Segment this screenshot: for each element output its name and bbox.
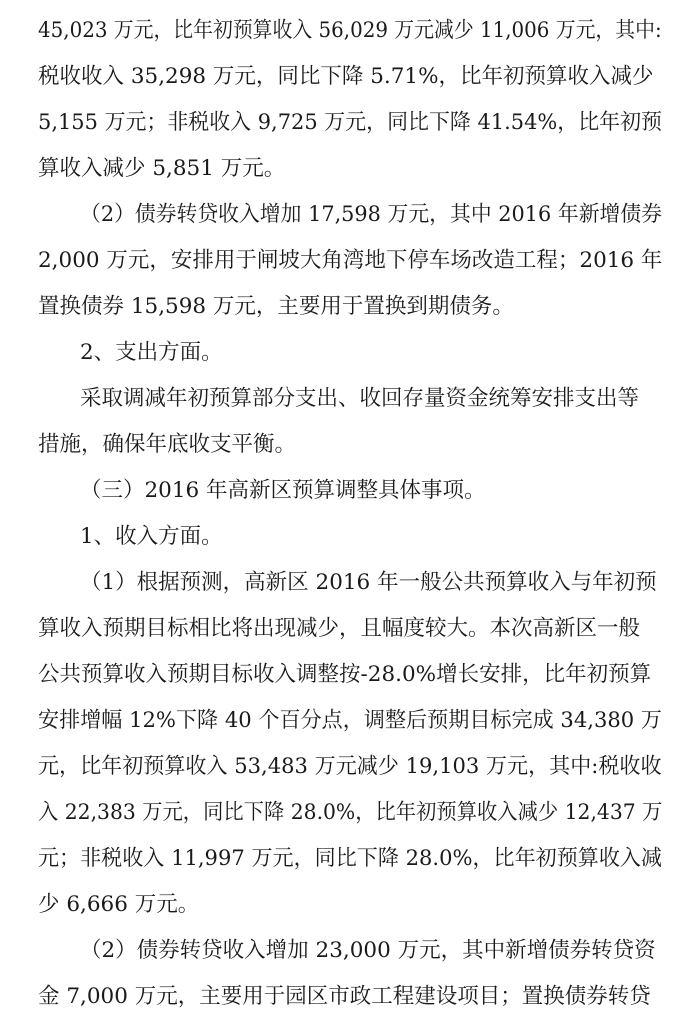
text-line: 少 6,666 万元。 xyxy=(38,892,200,917)
text-line: 算收入减少 5,851 万元。 xyxy=(38,156,286,181)
paragraph-first-line: （2）债券转贷收入增加 17,598 万元，其中 2016 年新增债券 xyxy=(80,202,662,227)
text-line: 2,000 万元，安排用于闸坡大角湾地下停车场改造工程；2016 年 xyxy=(38,248,663,273)
text-line: 金 7,000 万元，主要用于园区市政工程建设项目；置换债券转贷 xyxy=(38,984,651,1009)
text-line: 元，比年初预算收入 53,483 万元减少 19,103 万元，其中:税收收 xyxy=(38,754,662,779)
paragraph-first-line: 采取调减年初预算部分支出、收回存量资金统筹安排支出等 xyxy=(80,386,640,411)
section-heading: （三）2016 年高新区预算调整具体事项。 xyxy=(80,478,486,503)
paragraph-first-line: （1）根据预测，高新区 2016 年一般公共预算收入与年初预 xyxy=(80,570,657,595)
section-heading: 1、收入方面。 xyxy=(80,524,223,549)
text-line: 公共预算收入预期目标收入调整按-28.0%增长安排，比年初预算 xyxy=(38,662,652,687)
text-line: 元；非税收入 11,997 万元，同比下降 28.0%，比年初预算收入减 xyxy=(38,846,663,871)
text-line: 置换债券 15,598 万元，主要用于置换到期债务。 xyxy=(38,294,514,319)
text-line: 45,023 万元，比年初预算收入 56,029 万元减少 11,006 万元，其中: xyxy=(38,18,662,43)
text-line: 入 22,383 万元，同比下降 28.0%，比年初预算收入减少 12,437 万 xyxy=(38,800,663,825)
text-line: 5,155 万元；非税收入 9,725 万元，同比下降 41.54%，比年初预 xyxy=(38,110,662,135)
section-heading: 2、支出方面。 xyxy=(80,340,223,365)
paragraph-first-line: （2）债券转贷收入增加 23,000 万元，其中新增债券转贷资 xyxy=(80,938,656,963)
text-line: 安排增幅 12%下降 40 个百分点，调整后预期目标完成 34,380 万 xyxy=(38,708,663,733)
text-line: 算收入预期目标相比将出现减少，且幅度较大。本次高新区一般 xyxy=(38,616,641,641)
text-line: 税收收入 35,298 万元，同比下降 5.71%，比年初预算收入减少 xyxy=(38,64,654,89)
text-line: 措施，确保年底收支平衡。 xyxy=(38,432,297,457)
